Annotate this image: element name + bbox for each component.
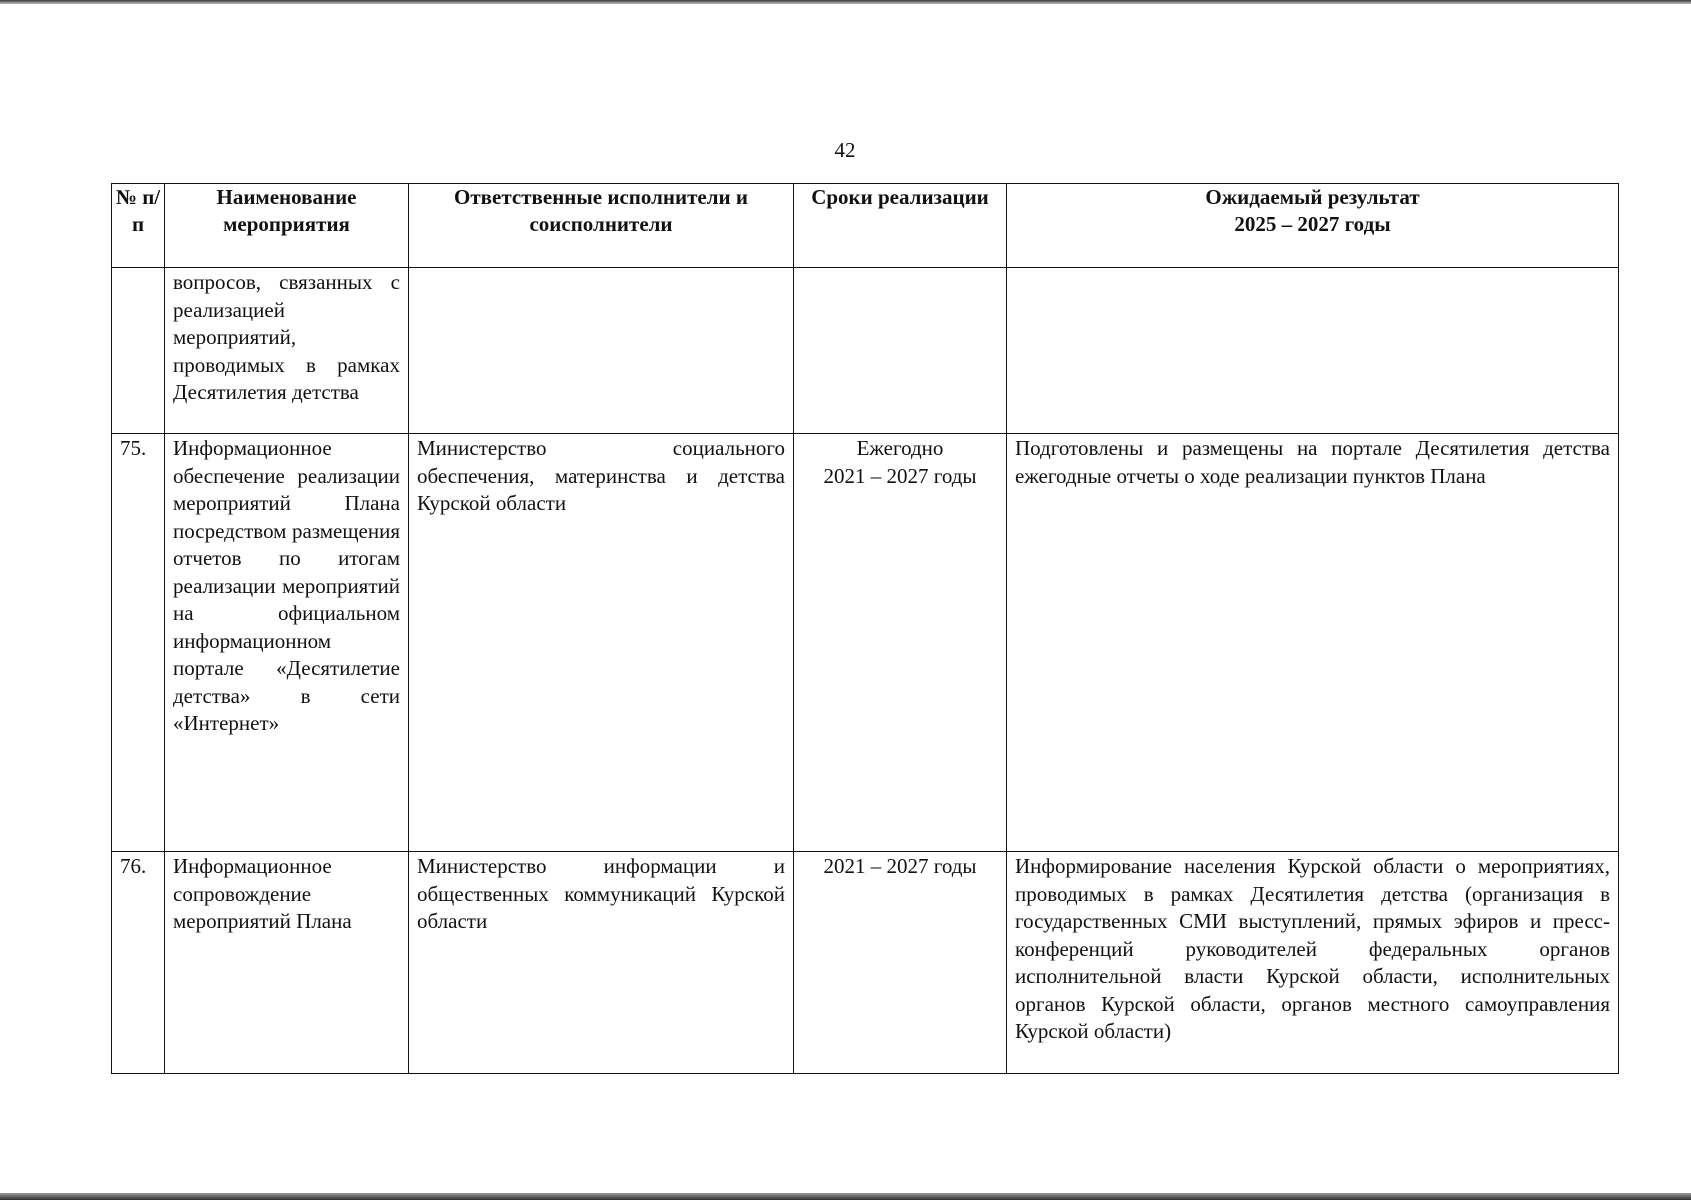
row-responsible: Министерство информации и общественных коммуникаций Курской области [409, 852, 794, 1074]
table-row [112, 852, 1619, 1074]
row-responsible [409, 268, 794, 434]
row-result [1007, 268, 1619, 434]
page-number: 42 [834, 138, 856, 162]
scan-edge-top [0, 0, 1691, 4]
header-term: Сроки реализации [794, 184, 1007, 268]
header-num: № п/ п [112, 184, 165, 268]
row-number: 76. [112, 852, 165, 1074]
header-result-title: Ожидаемый результат [1205, 185, 1420, 209]
header-result-period: 2025 – 2027 годы [1234, 212, 1391, 236]
row-term [794, 268, 1007, 434]
row-result: Информирование населения Курской области о мероприятиях, проводимых в рамках Десятилетия детства (организация в государственных СМИ выступлений, прямых эфиров и пресс-конференций руководителей федеральных органов исполнительной власти Курской области, исполнительных органов Курской области, органов местного самоуправления Курской области) [1007, 852, 1619, 1074]
row-term-frequency: Ежегодно [856, 436, 944, 460]
table-row [112, 434, 1619, 852]
header-result [1007, 184, 1619, 268]
row-name: вопросов, связанных с реализацией мероприятий, проводимых в рамках Десятилетия детства [165, 268, 409, 434]
row-result: Подготовлены и размещены на портале Десятилетия детства ежегодные отчеты о ходе реализации пунктов Плана [1007, 434, 1619, 852]
row-responsible: Министерство социального обеспечения, материнства и детства Курской области [409, 434, 794, 852]
table-row [112, 268, 1619, 434]
scan-edge-bottom [0, 1193, 1691, 1200]
table-header-row [112, 184, 1619, 268]
row-number: 75. [112, 434, 165, 852]
row-term-period: 2021 – 2027 годы [823, 463, 977, 488]
row-term [794, 434, 1007, 852]
plan-table [111, 183, 1619, 1074]
row-name: Информационное обеспечение реализации мероприятий Плана посредством размещения отчетов по итогам реализации мероприятий на официальном информационном портале «Десятилетие детства» в сети «Интернет» [165, 434, 409, 852]
row-number [112, 268, 165, 434]
header-name: Наименование мероприятия [165, 184, 409, 268]
row-name: Информационное сопровождение мероприятий Плана [165, 852, 409, 1074]
header-responsible: Ответственные исполнители и соисполнители [409, 184, 794, 268]
row-term: 2021 – 2027 годы [794, 852, 1007, 1074]
